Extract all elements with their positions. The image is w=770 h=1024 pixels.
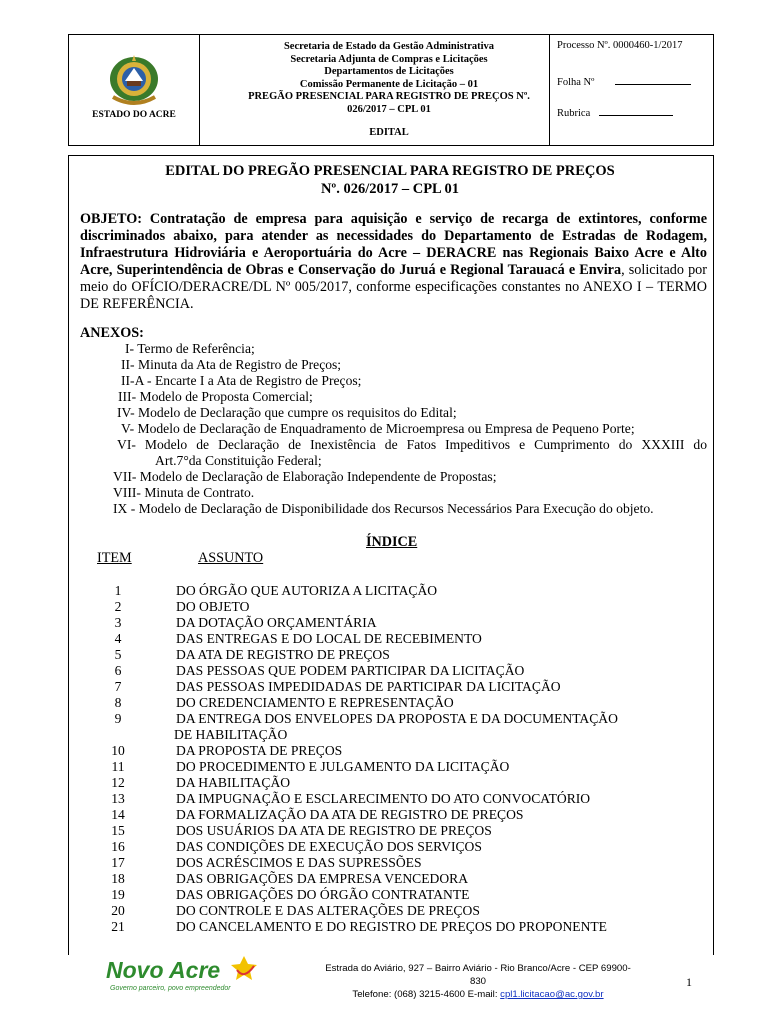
index-number: 11 (111, 759, 125, 774)
column-item-header: ITEM (97, 550, 132, 566)
anexo-item: VII- Modelo de Declaração de Elaboração Independente de Propostas; (113, 469, 497, 484)
header-line: Comissão Permanente de Licitação – 01 (299, 78, 479, 90)
index-subject: DA FORMALIZAÇÃO DA ATA DE REGISTRO DE PREÇOS (176, 807, 524, 822)
footer-phone-line (318, 988, 638, 1001)
index-number: 8 (114, 695, 122, 710)
logo-tagline: Governo parceiro, povo empreendedor (110, 985, 231, 992)
header-institution (199, 41, 579, 140)
indice-heading: ÍNDICE (366, 534, 418, 550)
index-subject: DAS ENTREGAS E DO LOCAL DE RECEBIMENTO (176, 631, 482, 646)
column-assunto-header: ASSUNTO (198, 550, 264, 566)
index-subject: DAS PESSOAS IMPEDIDADAS DE PARTICIPAR DA LICITAÇÃO (176, 679, 561, 694)
folha-line (615, 84, 691, 85)
index-number: 17 (111, 855, 125, 870)
coat-of-arms-icon (105, 53, 163, 107)
edital-label: EDITAL (369, 127, 409, 138)
index-number: 10 (111, 743, 125, 758)
index-subject: DA ENTREGA DOS ENVELOPES DA PROPOSTA E DA DOCUMENTAÇÃO (176, 711, 618, 726)
index-number: 5 (114, 647, 122, 662)
anexo-item: II- Minuta da Ata de Registro de Preços; (121, 357, 342, 372)
anexo-item: VI- Modelo de Declaração de Inexistência de Fatos Impeditivos e Cumprimento do XXXIII do (117, 437, 707, 452)
index-subject: DA ATA DE REGISTRO DE PREÇOS (176, 647, 390, 662)
index-subject: DO PROCEDIMENTO E JULGAMENTO DA LICITAÇÃO (176, 759, 510, 774)
index-number: 16 (111, 839, 125, 854)
anexo-item: IX - Modelo de Declaração de Disponibilidade dos Recursos Necessários Para Execução do objeto. (113, 501, 654, 516)
index-subject: DO OBJETO (176, 599, 250, 614)
document-title: EDITAL DO PREGÃO PRESENCIAL PARA REGISTRO DE PREÇOS (165, 163, 615, 179)
index-number: 6 (114, 663, 122, 678)
index-subject-cont: DE HABILITAÇÃO (174, 727, 288, 742)
index-subject: DAS OBRIGAÇÕES DA EMPRESA VENCEDORA (176, 871, 469, 886)
header-process-info (557, 39, 691, 120)
anexos-heading: ANEXOS: (80, 325, 144, 341)
index-number: 20 (111, 903, 125, 918)
index-number: 14 (111, 807, 125, 822)
anexo-item-cont: Art.7°da Constituição Federal; (155, 453, 322, 468)
header-line: Departamentos de Licitações (324, 66, 454, 77)
folha-label: Folha Nº (557, 77, 595, 88)
objeto-rest: , solicitado por meio do OFÍCIO/DERACRE/DL Nº 005/2017, conforme especificações constantes no ANEXO I – TERMO DE REFERÊNCIA. (80, 262, 707, 312)
footer-phone: Telefone: (068) 3215-4600 E-mail: (352, 989, 498, 1000)
footer-email-link[interactable]: cpl1.licitacao@ac.gov.br (500, 989, 604, 1000)
document-number: Nº. 026/2017 – CPL 01 (320, 181, 460, 197)
header-line: 026/2017 – CPL 01 (347, 103, 431, 115)
index-subject: DO CREDENCIAMENTO E REPRESENTAÇÃO (176, 695, 454, 710)
index-subject: DA HABILITAÇÃO (176, 775, 291, 790)
index-subject: DAS OBRIGAÇÕES DO ÓRGÃO CONTRATANTE (176, 887, 470, 902)
header-line: PREGÃO PRESENCIAL PARA REGISTRO DE PREÇOS Nº. (248, 91, 530, 102)
index-number: 7 (114, 679, 122, 694)
header-line: Secretaria de Estado da Gestão Administrativa (283, 41, 495, 52)
anexo-item: VIII- Minuta de Contrato. (113, 485, 255, 500)
header-line: Secretaria Adjunta de Compras e Licitações (290, 53, 488, 65)
index-number: 18 (111, 871, 125, 886)
index-number: 3 (114, 615, 122, 630)
index-number: 19 (111, 887, 125, 902)
anexo-item: I- Termo de Referência; (125, 341, 255, 356)
header-table (68, 34, 714, 146)
state-label: ESTADO DO ACRE (92, 110, 176, 120)
index-subject: DO CONTROLE E DAS ALTERAÇÕES DE PREÇOS (176, 903, 480, 918)
index-subject: DAS CONDIÇÕES DE EXECUÇÃO DOS SERVIÇOS (176, 839, 482, 854)
index-subject: DO ÓRGÃO QUE AUTORIZA A LICITAÇÃO (176, 583, 438, 598)
logo-text: Novo Acre (106, 957, 221, 983)
index-subject: DA IMPUGNAÇÃO E ESCLARECIMENTO DO ATO CONVOCATÓRIO (176, 791, 591, 806)
index-subject: DOS USUÁRIOS DA ATA DE REGISTRO DE PREÇOS (176, 823, 492, 838)
anexo-item: II-A - Encarte I a Ata de Registro de Preços; (121, 373, 362, 388)
index-subject: DAS PESSOAS QUE PODEM PARTICIPAR DA LICITAÇÃO (176, 663, 525, 678)
index-subject: DA DOTAÇÃO ORÇAMENTÁRIA (176, 615, 377, 630)
objeto-paragraph (80, 211, 707, 313)
footer-address: Estrada do Aviário, 927 – Bairro Aviário - Rio Branco/Acre - CEP 69900-830 (325, 963, 631, 987)
index-number: 2 (114, 599, 122, 614)
index-number: 1 (114, 583, 122, 598)
index-number: 15 (111, 823, 125, 838)
index-number: 12 (111, 775, 125, 790)
index-number: 21 (111, 919, 125, 934)
index-subject: DO CANCELAMENTO E DO REGISTRO DE PREÇOS DO PROPONENTE (176, 919, 607, 934)
process-number: Processo Nº. 0000460-1/2017 (557, 40, 683, 51)
anexo-item: IV- Modelo de Declaração que cumpre os requisitos do Edital; (117, 405, 457, 420)
index-number: 13 (111, 791, 125, 806)
footer-contact (318, 962, 638, 1001)
index-subject: DOS ACRÉSCIMOS E DAS SUPRESSÕES (176, 855, 422, 870)
anexo-item: V- Modelo de Declaração de Enquadramento de Microempresa ou Empresa de Pequeno Porte; (121, 421, 635, 436)
index-subject: DA PROPOSTA DE PREÇOS (176, 743, 343, 758)
rubrica-line (599, 115, 673, 116)
index-number: 4 (114, 631, 122, 646)
index-number: 9 (114, 711, 122, 726)
objeto-bold: OBJETO: Contratação de empresa para aquisição e serviço de recarga de extintores, conforme discriminados abaixo, para atender as necessidades do Departamento de Estradas de Rodagem, Infraestrutura Hidroviária e Aeroportuária do Acre – DERACRE nas Regionais Baixo Acre e Alto Acre, Superintendência de Obras e Conservação do Juruá e Regional Tarauacá e Envira (80, 211, 707, 278)
page-number: 1 (686, 975, 692, 989)
anexo-item: III- Modelo de Proposta Comercial; (118, 389, 313, 404)
rubrica-label: Rubrica (557, 108, 591, 119)
novo-acre-logo-icon (104, 950, 274, 996)
